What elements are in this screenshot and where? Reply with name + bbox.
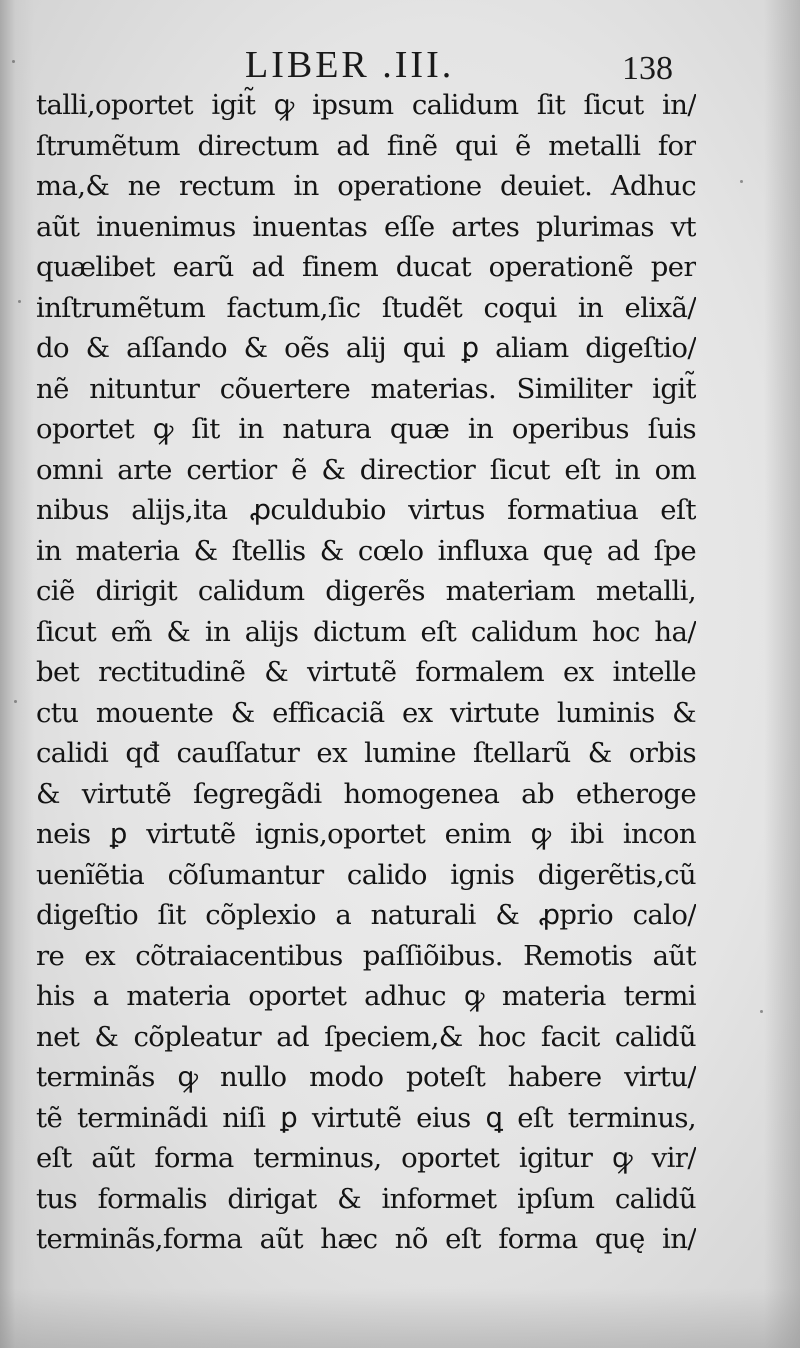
- text-line: net & cõpleatur ad ſpeciem,& hoc facit calidũ: [36, 1020, 696, 1053]
- text-line: eſt aũt forma terminus, oportet igitur ꝙ vir/: [36, 1142, 696, 1174]
- text-line: ctu mouente & efficaciã ex virtute luminis &: [36, 696, 696, 729]
- text-line: tus formalis dirigat & informet ipſum calidũ: [36, 1182, 696, 1215]
- text-line: bet rectitudinẽ & virtutẽ formalem ex intelle: [36, 656, 696, 688]
- text-line: re ex cõtraiacentibus paſſiõibus. Remotis aũt: [36, 939, 696, 972]
- bottom-edge-shadow: [0, 1288, 800, 1348]
- paper-speck: [12, 60, 15, 63]
- text-line: uenĩẽtia cõſumantur calido ignis digerẽtis,cũ: [36, 858, 696, 891]
- paper-speck: [760, 1010, 763, 1013]
- text-line: calidi qđ cauſſatur ex lumine ſtellarũ & orbis: [36, 737, 696, 769]
- text-line: neis ꝑ virtutẽ ignis,oportet enim ꝙ ibi incon: [36, 818, 696, 850]
- text-line: nẽ nituntur cõuertere materias. Similiter igit̃: [36, 372, 696, 405]
- text-line: terminãs ꝙ nullo modo poteſt habere virtu/: [36, 1061, 696, 1093]
- paper-speck: [740, 180, 743, 183]
- page-edge-shadow: [764, 0, 800, 1348]
- text-line: terminãs,forma aũt hæc nõ eſt forma quę in/: [36, 1223, 696, 1255]
- text-block: [36, 85, 696, 1260]
- text-line: talli,oportet igit̃ ꝙ ipsum calidum ſit ſicut in/: [36, 89, 696, 121]
- folio-number: 138: [622, 50, 673, 87]
- gutter-shadow: [0, 0, 34, 1348]
- text-line: & virtutẽ ſegregãdi homogenea ab etheroge: [36, 777, 696, 810]
- text-line: inſtrumẽtum factum,ſic ſtudẽt coqui in elixã/: [36, 291, 696, 324]
- running-head: LIBER .III.: [245, 44, 455, 86]
- text-line: ſicut em̃ & in alijs dictum eſt calidum hoc ha/: [36, 615, 696, 648]
- text-line: ſtrumẽtum directum ad finẽ qui ẽ metalli for: [36, 129, 696, 162]
- text-line: aũt inuenimus inuentas eſſe artes plurimas vt: [36, 210, 696, 243]
- text-line: ciẽ dirigit calidum digerẽs materiam metalli,: [36, 575, 696, 607]
- paper-speck: [18, 300, 21, 303]
- text-line: his a materia oportet adhuc ꝙ materia termi: [36, 980, 696, 1012]
- paper-speck: [14, 700, 17, 703]
- text-line: in materia & ſtellis & cœlo influxa quę ad ſpe: [36, 534, 696, 567]
- text-line: omni arte certior ẽ & directior ſicut eſt in om: [36, 453, 696, 486]
- page-header: [0, 40, 800, 90]
- text-line: nibus alijs,ita ꝓculdubio virtus formatiua eſt: [36, 494, 696, 526]
- text-line: tẽ terminãdi niſi ꝑ virtutẽ eius ꝗ eſt terminus,: [36, 1101, 696, 1134]
- text-line: oportet ꝙ ſit in natura quæ in operibus ſuis: [36, 413, 696, 445]
- text-line: digeſtio ſit cõplexio a naturali & ꝓprio calo/: [36, 899, 696, 931]
- text-line: ma,& ne rectum in operatione deuiet. Adhuc: [36, 170, 696, 202]
- text-line: quælibet earũ ad finem ducat operationẽ per: [36, 251, 696, 283]
- text-line: do & aſſando & oẽs alij qui ꝑ aliam digeſtio/: [36, 332, 696, 364]
